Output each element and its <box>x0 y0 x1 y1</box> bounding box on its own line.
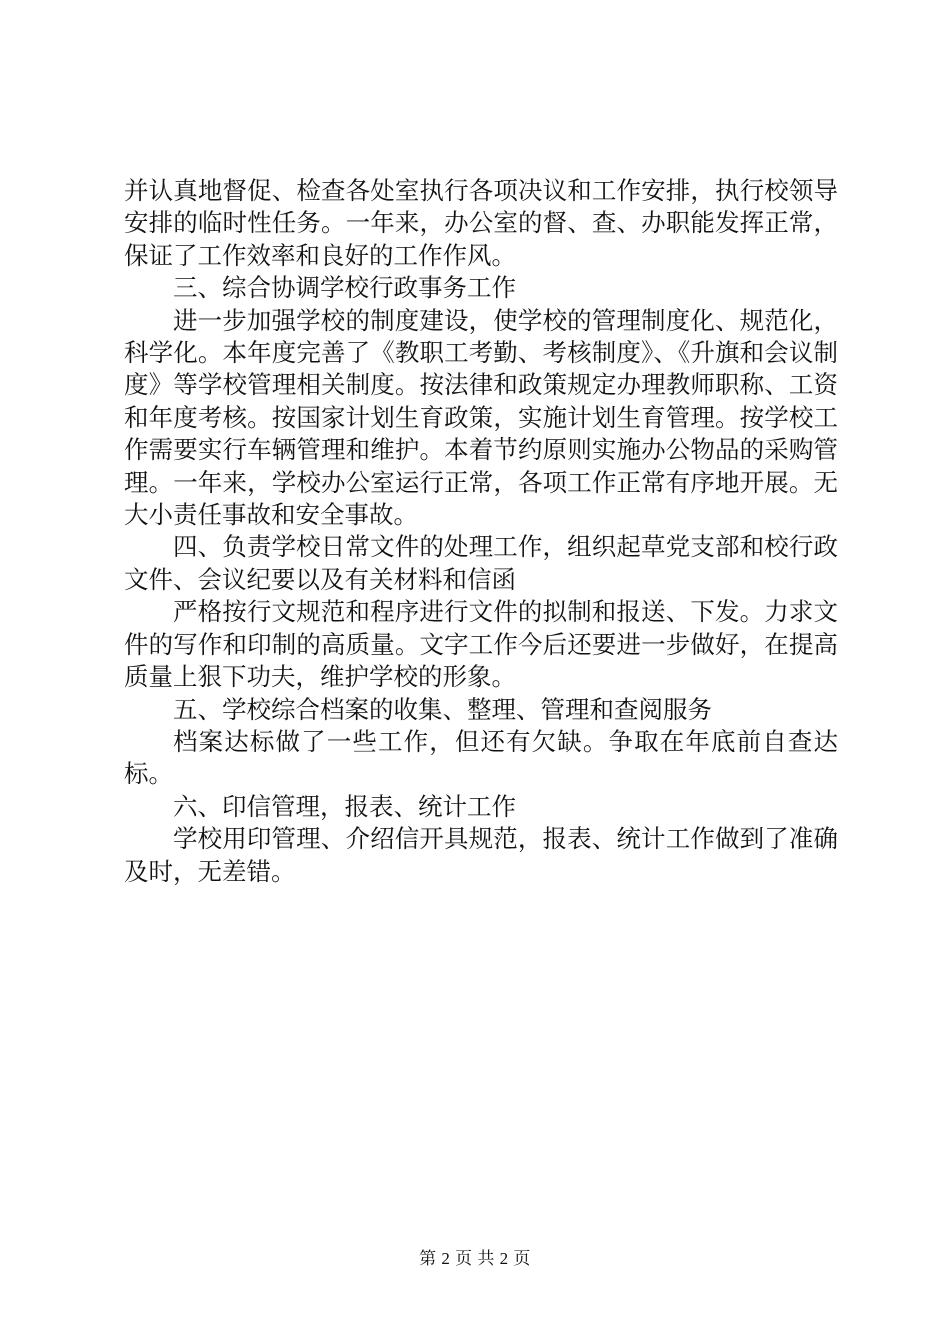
document-body <box>124 175 838 888</box>
paragraph-continuation: 并认真地督促、检查各处室执行各项决议和工作安排，执行校领导安排的临时性任务。一年来，办公室的督、查、办职能发挥正常，保证了工作效率和良好的工作作风。 <box>124 176 838 270</box>
page-footer: 第 2 页 共 2 页 <box>419 1249 531 1268</box>
paragraph-section-6: 学校用印管理、介绍信开具规范，报表、统计工作做到了准确及时，无差错。 <box>124 824 838 886</box>
paragraph-section-5: 档案达标做了一些工作，但还有欠缺。争取在年底前自查达标。 <box>124 726 838 789</box>
section-heading-6: 六、印信管理，报表、统计工作 <box>173 791 516 821</box>
section-heading-3: 三、综合协调学校行政事务工作 <box>173 273 516 303</box>
paragraph-section-3: 进一步加强学校的制度建设，使学校的管理制度化、规范化，科学化。本年度完善了《教职工考勤、考核制度》、《升旗和会议制度》等学校管理相关制度。按法律和政策规定办理教师职称、工资和年度考核。按国家计划生育政策，实施计划生育管理。按学校工作需要实行车辆管理和维护。本着节约原则实施办公物品的采购管理。一年来，学校办公室运行正常，各项工作正常有序地开展。无大小责任事故和安全事故。 <box>124 305 838 530</box>
paragraph-section-4: 严格按行文规范和程序进行文件的拟制和报送、下发。力求文件的写作和印制的高质量。文字工作今后还要进一步做好，在提高质量上狠下功夫，维护学校的形象。 <box>124 597 838 692</box>
section-heading-5: 五、学校综合档案的收集、整理、管理和查阅服务 <box>173 694 712 724</box>
section-heading-4: 四、负责学校日常文件的处理工作，组织起草党支部和校行政文件、会议纪要以及有关材料和信函 <box>124 532 838 594</box>
